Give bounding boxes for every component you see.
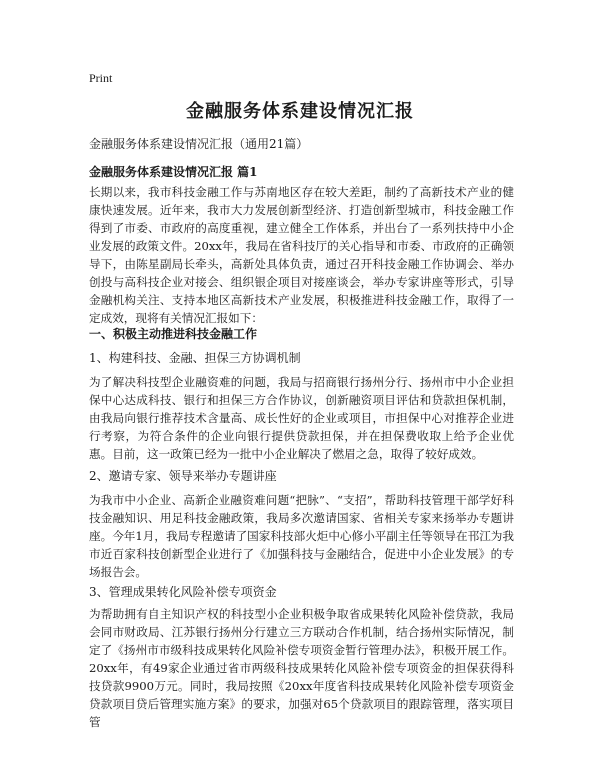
paragraph-2: 为我市中小企业、高新企业融资难问题“把脉”、“支招”，帮助科技管理干部学好科技金融知识、用足科技金融政策，我局多次邀请国家、省相关专家来扬举办专题讲座。今年1月，我局专程邀请了国家科技部火炬中心修小平副主任等领导在邗江为我市近百家科技创新型企业进行了《加强科技与金融结合，促进中小企业发展》的专场报告会。 [89, 493, 514, 579]
subsection-heading-1: 1、构建科技、金融、担保三方协调机制 [89, 351, 301, 365]
intro-paragraph: 长期以来，我市科技金融工作与苏南地区存在较大差距，制约了高新技术产业的健康快速发展。近年来，我市大力发展创新型经济、打造创新型城市，科技金融工作得到了市委、市政府的高度重视，建立健全工作体系，并出台了一系列扶持中小企业发展的政策文件。20xx年，我局在省科技厅的关心指导和市委、市政府的正确领导下，由陈星副局长牵头，高新处具体负责，通过召开科技金融工作协调会、举办创投与高科技企业对接会、组织银企项目对接座谈会，举办专家讲座等形式，引导金融机构关注、支持本地区高新技术产业发展，积极推进科技金融工作，取得了一定成效，现将有关情况汇报如下： [89, 185, 514, 325]
print-link[interactable]: Print [89, 71, 113, 85]
paragraph-3: 为帮助拥有自主知识产权的科技型小企业积极争取省成果转化风险补偿贷款，我局会同市财政局、江苏银行扬州分行建立三方联动合作机制，结合扬州实际情况，制定了《扬州市市级科技成果转化风险补偿专项资金暂行管理办法》，积极开展工作。20xx年，有49家企业通过省市两级科技成果转化风险补偿专项资金的担保获得科技贷款9900万元。同时，我局按照《20xx年度省科技成果转化风险补偿专项资金贷款项目贷后管理实施方案》的要求，加强对65个贷款项目的跟踪管理，落实项目管 [89, 607, 514, 729]
section-heading-1: 一、积极主动推进科技金融工作 [89, 327, 258, 341]
document-subtitle: 金融服务体系建设情况汇报（通用21篇） [89, 137, 309, 151]
paragraph-1: 为了解决科技型企业融资难的问题，我局与招商银行扬州分行、扬州市中小企业担保中心达成科技、银行和担保三方合作协议，创新融资项目评估和贷款担保机制，由我局向银行推荐技术含量高、成长性好的企业或项目，市担保中心对推荐企业进行考察，为符合条件的企业向银行提供贷款担保，并在担保费收取上给予企业优惠。目前，这一政策已经为一批中小企业解决了燃眉之急，取得了较好成效。 [89, 375, 514, 461]
subsection-heading-3: 3、管理成果转化风险补偿专项资金 [89, 585, 277, 599]
article-heading: 金融服务体系建设情况汇报 篇1 [89, 165, 258, 179]
subsection-heading-2: 2、邀请专家、领导来举办专题讲座 [89, 469, 277, 483]
document-title: 金融服务体系建设情况汇报 [186, 101, 414, 122]
